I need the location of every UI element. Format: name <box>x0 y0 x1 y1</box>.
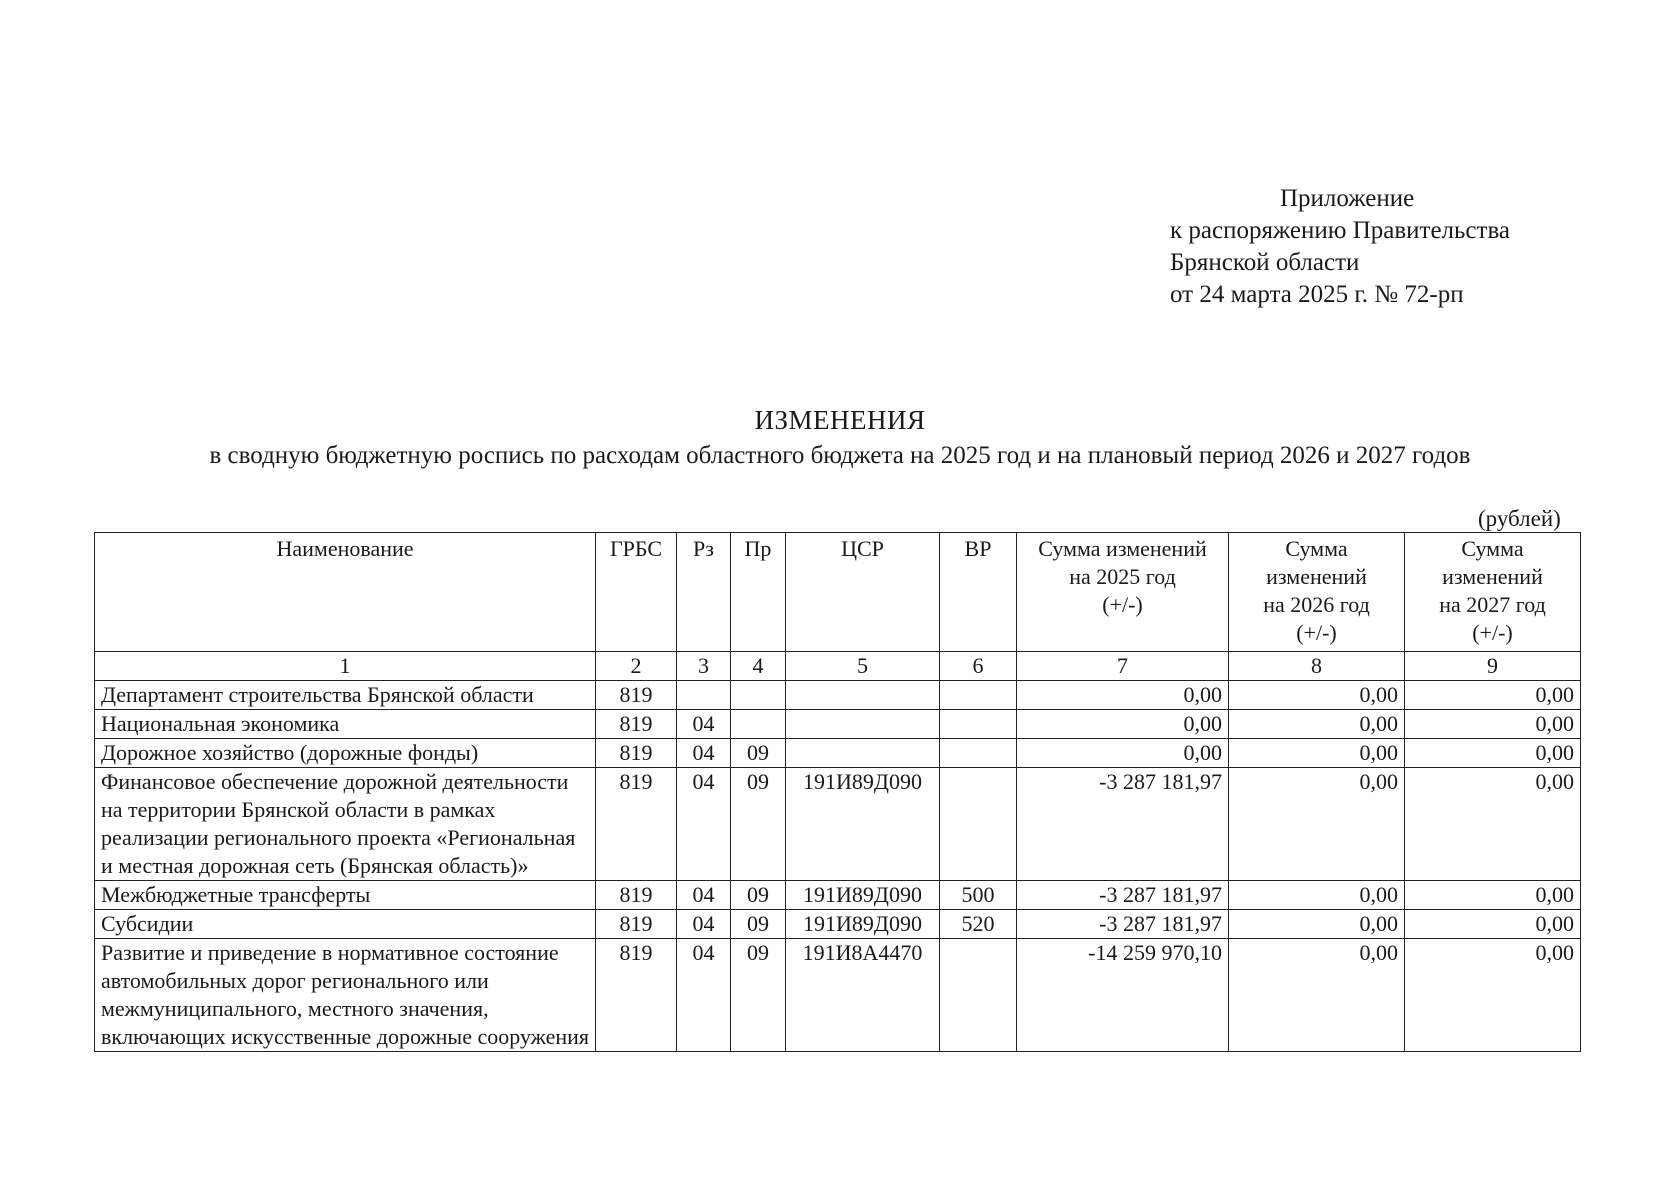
header-name: Наименование <box>95 533 596 652</box>
appendix-block <box>1170 183 1510 311</box>
cell-sum-2026: 0,00 <box>1229 710 1405 739</box>
header-sum-2027-line-2: изменений <box>1442 564 1543 589</box>
cell-pr: 09 <box>731 939 786 1052</box>
header-sum-2026-line-1: Сумма <box>1285 536 1348 561</box>
column-number: 4 <box>731 652 786 681</box>
column-number: 3 <box>677 652 731 681</box>
header-rz: Рз <box>677 533 731 652</box>
cell-sum-2027: 0,00 <box>1405 881 1581 910</box>
column-number: 5 <box>786 652 940 681</box>
cell-csr: 191И89Д090 <box>786 881 940 910</box>
cell-rz: 04 <box>677 710 731 739</box>
header-sum-2026-line-3: на 2026 год <box>1263 592 1370 617</box>
cell-vr <box>940 681 1017 710</box>
cell-sum-2027: 0,00 <box>1405 739 1581 768</box>
header-sum-2025-line-2: на 2025 год <box>1069 564 1176 589</box>
column-number: 7 <box>1017 652 1229 681</box>
cell-name: Межбюджетные трансферты <box>95 881 596 910</box>
cell-sum-2025: -3 287 181,97 <box>1017 768 1229 881</box>
cell-vr: 500 <box>940 881 1017 910</box>
cell-rz: 04 <box>677 739 731 768</box>
cell-vr <box>940 710 1017 739</box>
table-row <box>95 710 1581 739</box>
cell-grbs: 819 <box>596 739 677 768</box>
units-label: (рублей) <box>1478 506 1561 531</box>
cell-sum-2027: 0,00 <box>1405 939 1581 1052</box>
table-row <box>95 739 1581 768</box>
column-number: 9 <box>1405 652 1581 681</box>
appendix-line-4: от 24 марта 2025 г. № 72-рп <box>1170 281 1464 308</box>
appendix-line-1: Приложение <box>1280 185 1415 212</box>
header-sum-2027-line-4: (+/-) <box>1472 620 1513 645</box>
cell-vr <box>940 939 1017 1052</box>
document-subtitle: в сводную бюджетную роспись по расходам областного бюджета на 2025 год и на плановый период 2026 и 2027 годов <box>209 442 1471 469</box>
cell-sum-2026: 0,00 <box>1229 768 1405 881</box>
cell-vr <box>940 768 1017 881</box>
cell-grbs: 819 <box>596 768 677 881</box>
table-row <box>95 881 1581 910</box>
table-row <box>95 768 1581 881</box>
cell-sum-2026: 0,00 <box>1229 739 1405 768</box>
cell-sum-2026: 0,00 <box>1229 681 1405 710</box>
cell-sum-2027: 0,00 <box>1405 710 1581 739</box>
cell-pr: 09 <box>731 881 786 910</box>
header-csr: ЦСР <box>786 533 940 652</box>
column-number: 2 <box>596 652 677 681</box>
header-sum-2025-line-1: Сумма изменений <box>1038 536 1207 561</box>
cell-pr <box>731 681 786 710</box>
cell-csr: 191И8А4470 <box>786 939 940 1052</box>
header-sum-2026-line-2: изменений <box>1266 564 1367 589</box>
cell-vr <box>940 739 1017 768</box>
cell-csr <box>786 710 940 739</box>
cell-grbs: 819 <box>596 910 677 939</box>
cell-grbs: 819 <box>596 681 677 710</box>
cell-vr: 520 <box>940 910 1017 939</box>
cell-sum-2025: 0,00 <box>1017 681 1229 710</box>
cell-rz: 04 <box>677 910 731 939</box>
header-sum-2026 <box>1229 533 1405 652</box>
cell-csr <box>786 739 940 768</box>
cell-pr <box>731 710 786 739</box>
cell-sum-2027: 0,00 <box>1405 910 1581 939</box>
cell-sum-2025: 0,00 <box>1017 739 1229 768</box>
cell-pr: 09 <box>731 768 786 881</box>
table-row <box>95 939 1581 1052</box>
cell-sum-2026: 0,00 <box>1229 910 1405 939</box>
header-sum-2025-line-3: (+/-) <box>1102 592 1143 617</box>
header-vr: ВР <box>940 533 1017 652</box>
cell-csr: 191И89Д090 <box>786 768 940 881</box>
document-title: ИЗМЕНЕНИЯ <box>754 405 926 435</box>
table-row <box>95 681 1581 710</box>
cell-sum-2026: 0,00 <box>1229 881 1405 910</box>
header-sum-2027-line-3: на 2027 год <box>1439 592 1546 617</box>
header-sum-2025 <box>1017 533 1229 652</box>
column-number-row <box>95 652 1581 681</box>
column-number: 8 <box>1229 652 1405 681</box>
header-grbs: ГРБС <box>596 533 677 652</box>
cell-name: Департамент строительства Брянской области <box>95 681 596 710</box>
cell-rz <box>677 681 731 710</box>
cell-rz: 04 <box>677 881 731 910</box>
header-sum-2027 <box>1405 533 1581 652</box>
appendix-line-2: к распоряжению Правительства <box>1170 217 1511 244</box>
header-pr: Пр <box>731 533 786 652</box>
cell-grbs: 819 <box>596 939 677 1052</box>
column-number: 6 <box>940 652 1017 681</box>
cell-name: Субсидии <box>95 910 596 939</box>
cell-sum-2025: -14 259 970,10 <box>1017 939 1229 1052</box>
cell-pr: 09 <box>731 739 786 768</box>
cell-name: Дорожное хозяйство (дорожные фонды) <box>95 739 596 768</box>
cell-sum-2025: 0,00 <box>1017 710 1229 739</box>
budget-table <box>94 532 1581 1052</box>
cell-csr <box>786 681 940 710</box>
cell-rz: 04 <box>677 939 731 1052</box>
table-header-row <box>95 533 1581 652</box>
cell-csr: 191И89Д090 <box>786 910 940 939</box>
column-number: 1 <box>95 652 596 681</box>
cell-name: Национальная экономика <box>95 710 596 739</box>
cell-grbs: 819 <box>596 710 677 739</box>
cell-sum-2027: 0,00 <box>1405 681 1581 710</box>
header-sum-2027-line-1: Сумма <box>1461 536 1524 561</box>
cell-name: Финансовое обеспечение дорожной деятельности на территории Брянской области в рамках реализации регионального проекта «Региональная и местная дорожная сеть (Брянская область)» <box>95 768 596 881</box>
cell-sum-2025: -3 287 181,97 <box>1017 910 1229 939</box>
appendix-line-3: Брянской области <box>1170 249 1360 276</box>
cell-sum-2027: 0,00 <box>1405 768 1581 881</box>
cell-rz: 04 <box>677 768 731 881</box>
cell-pr: 09 <box>731 910 786 939</box>
cell-sum-2026: 0,00 <box>1229 939 1405 1052</box>
header-sum-2026-line-4: (+/-) <box>1296 620 1337 645</box>
cell-name: Развитие и приведение в нормативное состояние автомобильных дорог регионального или межмуниципального, местного значения, включающих искусственные дорожные сооружения <box>95 939 596 1052</box>
cell-grbs: 819 <box>596 881 677 910</box>
table-row <box>95 910 1581 939</box>
cell-sum-2025: -3 287 181,97 <box>1017 881 1229 910</box>
